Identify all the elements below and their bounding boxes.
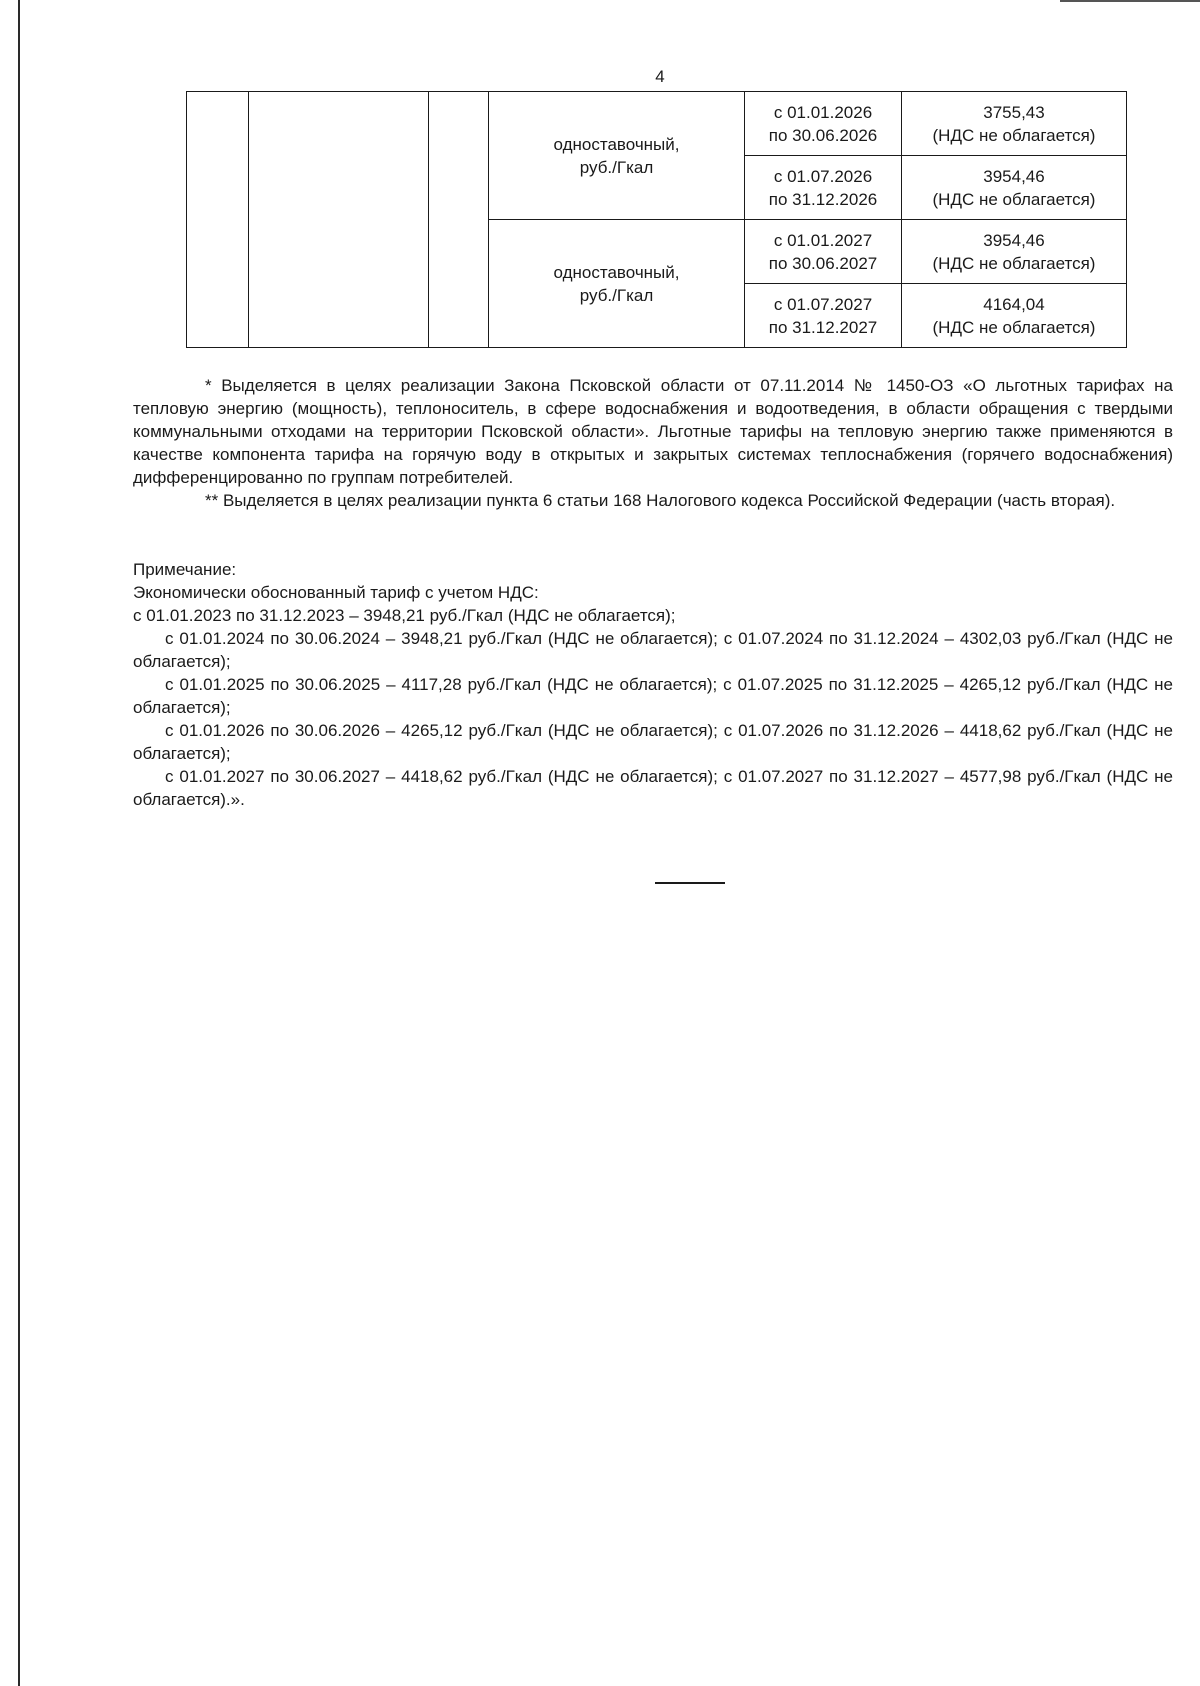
empty-cell xyxy=(187,92,249,348)
remark-heading: Примечание: xyxy=(133,560,237,579)
table-row xyxy=(187,92,1127,156)
remark-line: с 01.01.2027 по 30.06.2027 – 4418,62 руб./Гкал (НДС не облагается); с 01.07.2027 по 31.12.2027 – 4577,98 руб./Гкал (НДС не облагается).». xyxy=(133,767,1173,809)
remark-line: с 01.01.2025 по 30.06.2025 – 4117,28 руб./Гкал (НДС не облагается); с 01.07.2025 по 31.12.2025 – 4265,12 руб./Гкал (НДС не облагается); xyxy=(133,675,1173,717)
remark-line: с 01.01.2026 по 30.06.2026 – 4265,12 руб./Гкал (НДС не облагается); с 01.07.2026 по 31.12.2026 – 4418,62 руб./Гкал (НДС не облагается); xyxy=(133,721,1173,763)
remark-block xyxy=(133,558,1173,811)
period-cell: с 01.07.2027 по 31.12.2027 xyxy=(745,284,902,348)
footnote-2: ** Выделяется в целях реализации пункта 6 статьи 168 Налогового кодекса Российской Федерации (часть вторая). xyxy=(205,491,1116,510)
period-cell: с 01.01.2027 по 30.06.2027 xyxy=(745,220,902,284)
rate-type-cell: одноставочный, руб./Гкал xyxy=(489,220,745,348)
tariff-value-cell: 4164,04 (НДС не облагается) xyxy=(902,284,1127,348)
footnotes xyxy=(133,374,1173,512)
tariff-table xyxy=(186,91,1127,348)
period-cell: с 01.07.2026 по 31.12.2026 xyxy=(745,156,902,220)
empty-cell xyxy=(249,92,429,348)
tariff-value-cell: 3755,43 (НДС не облагается) xyxy=(902,92,1127,156)
end-divider xyxy=(655,882,725,884)
tariff-value-cell: 3954,46 (НДС не облагается) xyxy=(902,220,1127,284)
tariff-value-cell: 3954,46 (НДС не облагается) xyxy=(902,156,1127,220)
rate-type-cell: одноставочный, руб./Гкал xyxy=(489,92,745,220)
remark-line: с 01.01.2023 по 31.12.2023 – 3948,21 руб./Гкал (НДС не облагается); xyxy=(133,606,676,625)
footnote-1: * Выделяется в целях реализации Закона Псковской области от 07.11.2014 № 1450-ОЗ «О льготных тарифах на тепловую энергию (мощность), теплоноситель, в сфере водоснабжения и водоотведения, в области обращения с твердыми коммунальными отходами на территории Псковской области». Льготные тарифы на тепловую энергию также применяются в качестве компонента тарифа на горячую воду в открытых и закрытых системах теплоснабжения (горячего водоснабжения) дифференцированно по группам потребителей. xyxy=(133,376,1173,487)
period-cell: с 01.01.2026 по 30.06.2026 xyxy=(745,92,902,156)
remark-subheading: Экономически обоснованный тариф с учетом НДС: xyxy=(133,583,539,602)
empty-cell xyxy=(429,92,489,348)
scan-border-top xyxy=(1060,0,1200,2)
scan-border-left xyxy=(18,0,20,1686)
page-number: 4 xyxy=(655,67,665,86)
remark-line: с 01.01.2024 по 30.06.2024 – 3948,21 руб./Гкал (НДС не облагается); с 01.07.2024 по 31.12.2024 – 4302,03 руб./Гкал (НДС не облагается); xyxy=(133,629,1173,671)
